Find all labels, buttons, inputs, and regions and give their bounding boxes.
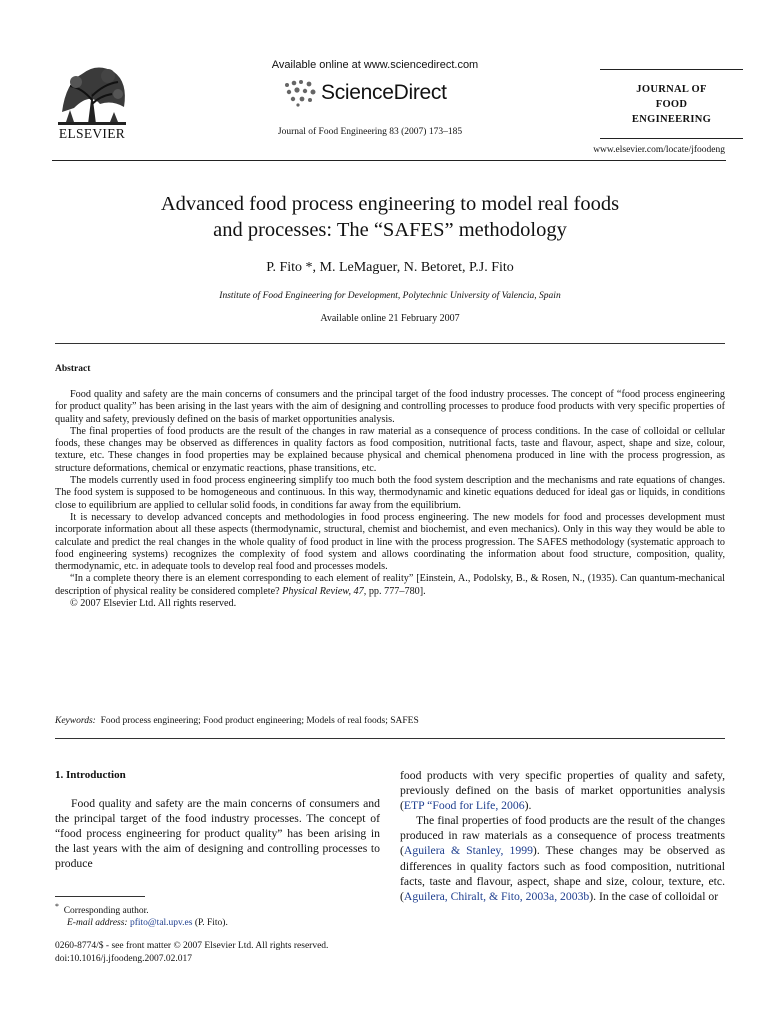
email-link[interactable]: pfito@tal.upv.es [129,917,193,928]
keywords-label: Keywords: [55,716,96,726]
right-column [400,768,725,904]
quote-pages: pp. 777–780]. [366,585,426,597]
email-label: E-mail address: [67,917,128,928]
abstract-copyright: © 2007 Elsevier Ltd. All rights reserved. [70,598,237,610]
abstract-top-divider [55,343,725,344]
footnote-marker: * [55,902,59,911]
sciencedirect-dots-icon [283,79,319,107]
sciencedirect-wordmark: ScienceDirect [321,81,447,104]
section-heading: 1. Introduction [55,769,126,781]
abstract-paragraph: The final properties of food products are the result of the changes in raw material as a consequence of process conditions. In the case of colloidal or cellular foods, these changes may be observed as differences in quality factors as food composition, nutritional facts, taste and flavour, aspect, shape and size, colour, texture, etc. These changes in food properties may be explained because physical and chemical phenomena produced in line with the process progression, as structure deformations, chemical or enzymatic reactions, phase transitions, etc. [55,425,725,474]
quote-text: “In a complete theory there is an element corresponding to each element of reality” [Einstein, A., Podolsky, B., & Rosen, N., (1935). Can quantum-mechanical description of physical reality be considered complete? [55,573,725,597]
abstract-paragraph: It is necessary to develop advanced concepts and methodologies in food process engineering. The new models for food and processes development must incorporate information about all these aspects (thermodynamic, structural, chemist and biochemist, and even mechanics). Only in this way they would be able to calculate and predict the real changes in the whole quality of food product in line with the process progression. The SAFES methodology (systematic approach to food engineering systems) recognizes the complexity of food system and allows coordinating the information about food structure, composition, quality, thermodynamic, etc. in adequate tools to develop real food and processes models. [55,511,725,573]
body-text: ). These changes may be observed as differences in quality factors such as food composition, nutritional facts, taste and flavour, aspect, shape and size, colour, texture, etc. ( [400,844,726,903]
sciencedirect-logo[interactable] [283,79,473,107]
abstract-bottom-divider [55,738,725,739]
body-paragraph [400,813,725,904]
abstract-body [55,389,725,610]
available-online-date: Available online 21 February 2007 [320,313,460,324]
footnote-divider [55,896,145,897]
citation-link[interactable]: ETP “Food for Life, 2006 [403,799,525,813]
header-divider [52,160,726,161]
left-column [55,768,380,872]
keywords-list: Food process engineering; Food product engineering; Models of real foods; SAFES [100,716,419,726]
body-text: The final properties of food products are the result of the changes produced in raw materials as a consequence of process treatments ( [400,814,725,858]
citation-link[interactable]: Aguilera, Chiralt, & Fito, 2003a, 2003b [403,889,590,903]
doi-line[interactable]: doi:10.1016/j.jfoodeng.2007.02.017 [55,953,192,964]
journal-box-line: JOURNAL OF [636,83,707,95]
publisher-name: ELSEVIER [58,126,126,141]
article-title [60,191,720,243]
author-list: P. Fito *, M. LeMaguer, N. Betoret, P.J. Fito [266,260,514,275]
journal-box-line: FOOD [655,98,688,110]
title-line: Advanced food process engineering to model real foods [160,193,620,215]
journal-title-box [600,69,743,139]
quote-journal: Physical Review, 47, [282,585,367,597]
body-text: food products with very specific properties of quality and safety, previously defined on the basis of market opportunities analysis ( [400,769,725,813]
body-text: ). In the case of colloidal or [589,889,719,903]
citation-link[interactable]: Aguilera & Stanley, 1999 [403,844,533,858]
footnote-text: Corresponding author. [63,906,149,917]
abstract-paragraph: The models currently used in food process engineering simplify too much both the food system description and the mechanisms and rate equations of changes. The food system is supposed to be homogeneous and continuous. In this way, thermodynamic and kinetic equations deduced for ideal gas or liquids, in conditions close to equilibrium are applied to cellular solid foods, in conditions far away from the equilibrium. [55,475,725,511]
keywords-line [55,716,725,726]
abstract-paragraph: Food quality and safety are the main concerns of consumers and the principal target of the food industry processes. The concept of “food process engineering for product quality” has been arising in the last years with the aim of designing and controlling processes to produce food products with very specific properties of quality and safety, previously defined on the basis of market opportunities analysis. [55,389,725,425]
email-suffix: (P. Fito). [192,917,228,928]
journal-url-link[interactable]: www.elsevier.com/locate/jfoodeng [593,145,725,155]
body-paragraph [400,768,725,813]
abstract-quote [55,573,725,598]
abstract-heading: Abstract [55,364,91,374]
title-line: and processes: The “SAFES” methodology [213,219,567,241]
body-text: ). [524,799,532,813]
journal-reference: Journal of Food Engineering 83 (2007) 173–185 [277,127,463,137]
available-online-line[interactable]: Available online at www.sciencedirect.com [271,59,479,71]
issn-line: 0260-8774/$ - see front matter © 2007 Elsevier Ltd. All rights reserved. [55,941,329,951]
author-affiliation: Institute of Food Engineering for Development, Polytechnic University of Valencia, Spain [219,291,561,301]
body-paragraph: Food quality and safety are the main concerns of consumers and the principal target of the food industry processes. The concept of “food process engineering for product quality” has been arising in the last years with the aim of designing and controlling processes to produce [55,797,380,871]
journal-box-line: ENGINEERING [631,113,712,125]
front-matter [55,940,435,965]
footnote [55,901,380,929]
